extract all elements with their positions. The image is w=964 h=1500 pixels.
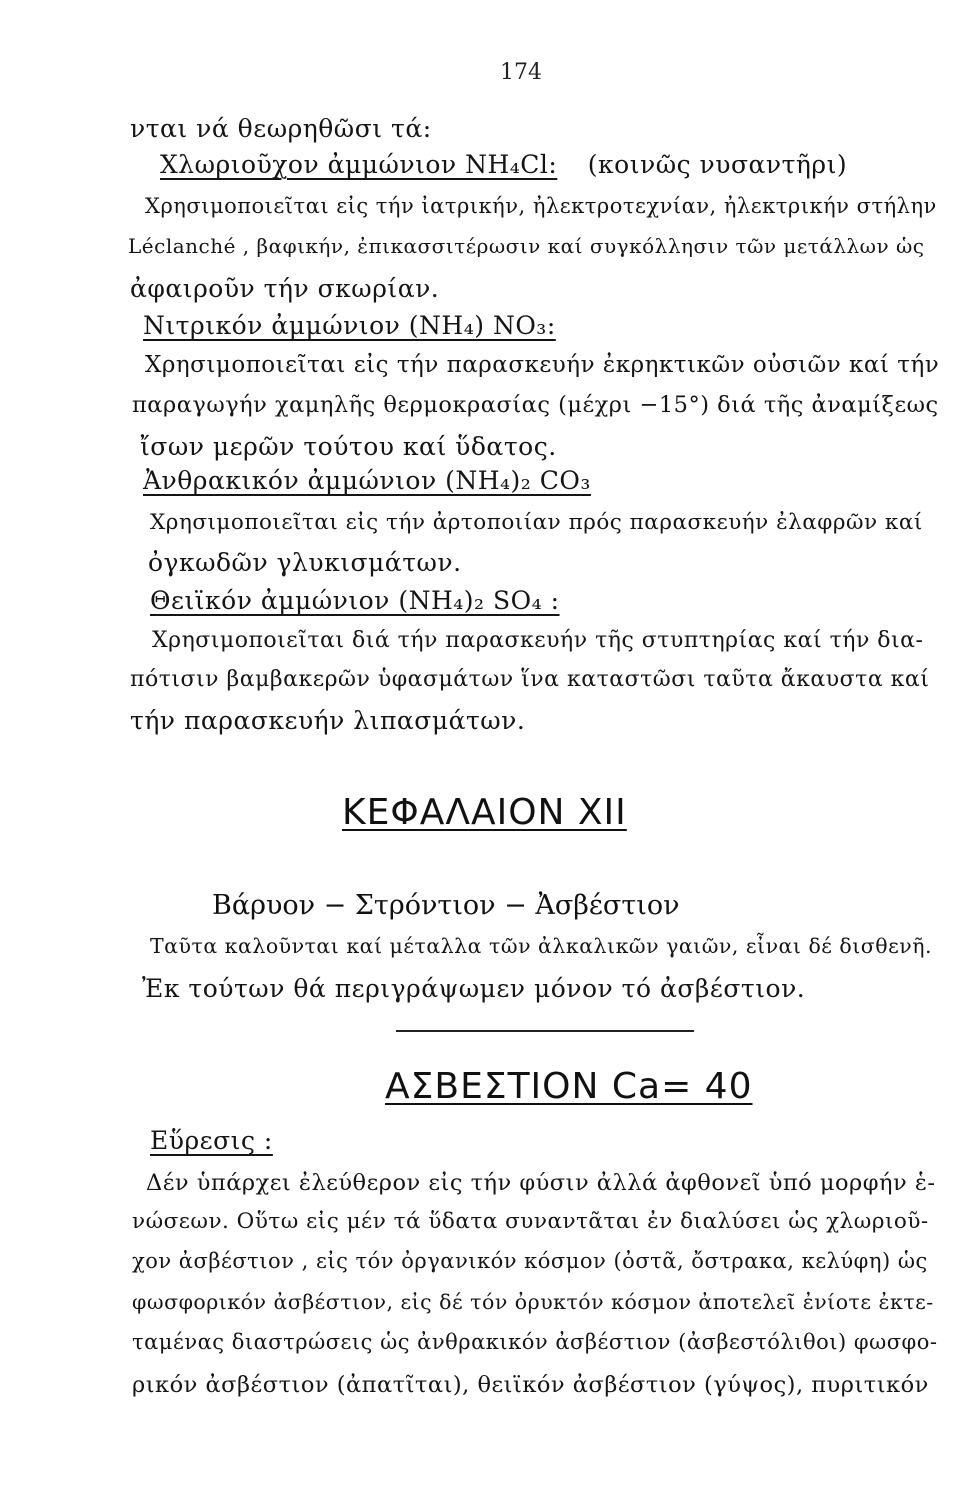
text-line-15: πότισιν βαμβακερῶν ὑφασμάτων ἵνα καταστῶσι ταῦτα ἄκαυστα καί [130, 667, 930, 692]
text-line-20: Δέν ὑπάρχει ἐλεύθερον εἰς τήν φύσιν ἀλλά ἀφθονεῖ ὑπό μορφήν ἑ- [146, 1170, 936, 1196]
text-line-7: Χρησιμοποιεῖται εἰς τήν παρασκευήν ἐκρηκτικῶν οὐσιῶν καί τήν [145, 352, 940, 378]
heading-occurrence: Εὕρεσις : [150, 1126, 273, 1155]
text-line-18: Ἐκ τούτων θά περιγράψωμεν μόνον τό ἀσβέστιον. [142, 974, 806, 1003]
text-line-14: Χρησιμοποιεῖται διά τήν παρασκευήν τῆς στυπτηρίας καί τήν δια- [152, 628, 924, 653]
text-line-8: παραγωγήν χαμηλῆς θερμοκρασίας (μέχρι −15°) διά τῆς ἀναμίξεως [132, 392, 939, 418]
heading-ammonium-chloride-title: Χλωριοῦχον ἀμμώνιον NH₄Cl: [160, 150, 558, 179]
page-number: 174 [500, 60, 542, 85]
text-line-25: ρικόν ἀσβέστιον (ἀπατῖται), θειϊκόν ἀσβέστιον (γύψος), πυριτικόν [132, 1372, 929, 1398]
heading-ammonium-nitrate: Νιτρικόν ἀμμώνιον (NH₄) NO₃: [143, 311, 556, 340]
text-line-1: νται νά θεωρηθῶσι τά: [130, 114, 432, 143]
section-title-calcium: ΑΣΒΕΣΤΙΟΝ Ca= 40 [385, 1066, 753, 1107]
text-line-23: φωσφορικόν ἀσβέστιον, εἰς δέ τόν ὀρυκτόν κόσμον ἀποτελεῖ ἐνίοτε ἐκτε- [132, 1290, 934, 1314]
heading-ammonium-chloride-note: (κοινῶς νυσαντῆρι) [587, 150, 848, 179]
text-line-22: χον ἀσβέστιον , εἰς τόν ὀργανικόν κόσμον (ὀστᾶ, ὄστρακα, κελύφη) ὡς [132, 1249, 928, 1273]
chapter-subtitle: Βάρυον − Στρόντιον − Ἀσβέστιον [212, 890, 680, 921]
text-line-16: τήν παρασκευήν λιπασμάτων. [130, 706, 526, 735]
text-line-5: ἀφαιροῦν τήν σκωρίαν. [130, 274, 440, 303]
chapter-title: ΚΕΦΑΛΑΙΟΝ XII [342, 792, 627, 833]
section-divider [396, 1030, 694, 1032]
text-line-4: Léclanché , βαφικήν, ἐπικασσιτέρωσιν καί συγκόλλησιν τῶν μετάλλων ὡς [128, 234, 925, 258]
text-line-21: νώσεων. Οὕτω εἰς μέν τά ὕδατα συναντᾶται ἐν διαλύσει ὡς χλωριοῦ- [132, 1209, 929, 1234]
text-line-17: Ταῦτα καλοῦνται καί μέταλλα τῶν ἀλκαλικῶν γαιῶν, εἶναι δέ δισθενῆ. [150, 934, 933, 958]
heading-ammonium-chloride [160, 150, 847, 179]
text-line-9: ἴσων μερῶν τούτου καί ὕδατος. [140, 432, 557, 461]
text-line-11: Χρησιμοποιεῖται εἰς τήν ἀρτοποιίαν πρός παρασκευήν ἐλαφρῶν καί [150, 510, 923, 535]
text-line-12: ὀγκωδῶν γλυκισμάτων. [148, 548, 462, 577]
text-line-24: ταμένας διαστρώσεις ὡς ἀνθρακικόν ἀσβέστιον (ἀσβεστόλιθοι) φωσφο- [132, 1330, 938, 1354]
heading-ammonium-carbonate: Ἀνθρακικόν ἀμμώνιον (NH₄)₂ CO₃ [143, 466, 591, 495]
text-line-3: Χρησιμοποιεῖται εἰς τήν ἰατρικήν, ἠλεκτροτεχνίαν, ἠλεκτρικήν στήλην [145, 194, 937, 218]
heading-ammonium-sulfate: Θειϊκόν ἀμμώνιον (NH₄)₂ SO₄ : [150, 586, 560, 615]
